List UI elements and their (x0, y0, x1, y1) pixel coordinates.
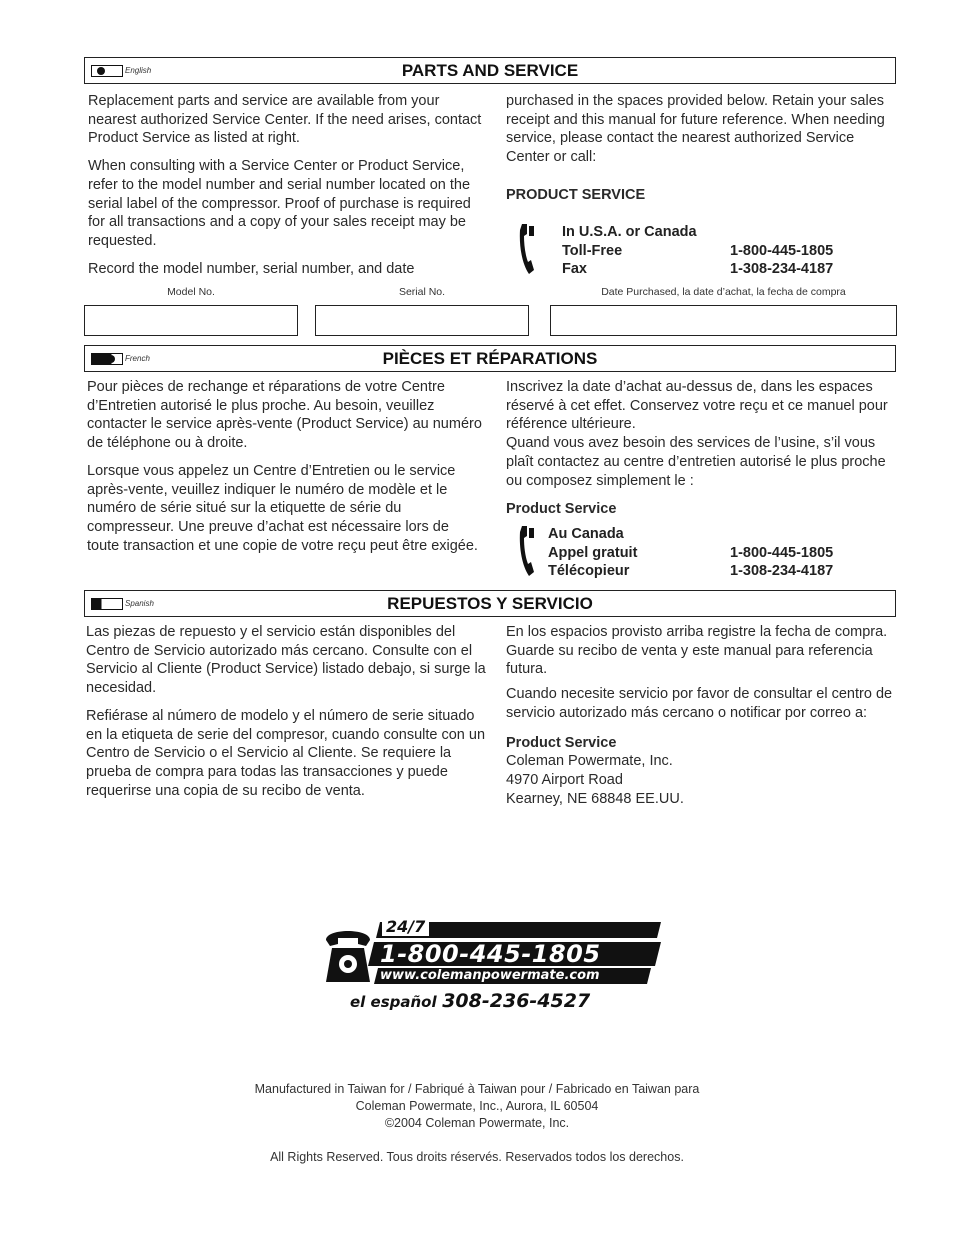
phone-row-label: Fax (562, 261, 587, 278)
section-header-english (84, 57, 896, 84)
phone-row-value: 1-800-445-1805 (730, 544, 834, 561)
phone-row (548, 544, 833, 563)
french-phone-table (548, 525, 833, 581)
spanish-left-column (86, 623, 486, 809)
phone-row-value: 1-800-445-1805 (730, 242, 834, 259)
phone-row (548, 525, 833, 544)
paragraph: When consulting with a Service Center or Product Service, refer to the model number and serial number located on the serial label of the compressor. Proof of purchase is required for all transactions and a copy of your sales receipt may be requested. (88, 158, 471, 249)
serial-no-field[interactable] (315, 305, 529, 336)
paragraph: Inscrivez la date d’achat au-dessus de, dans les espaces réservé à cet effet. Conservez votre reçu et ce manuel pour référence ultérieure. (506, 379, 888, 433)
paragraph: Replacement parts and service are available from your nearest authorized Service Center. If the need arises, contact Product Service as listed at right. (88, 93, 482, 147)
product-service-heading: Product Service (506, 501, 617, 518)
hotline-phone: 1-800-445-1805 (380, 940, 601, 968)
phone-row-value: 1-308-234-4187 (730, 563, 834, 580)
product-service-heading: PRODUCT SERVICE (506, 186, 646, 203)
espanol-phone: 308-236-4527 (442, 990, 591, 1012)
section-header-french (84, 345, 896, 372)
phone-row-label: Télécopieur (548, 563, 630, 580)
footer-manufactured: Manufactured in Taiwan for / Fabriqué à Taiwan pour / Fabricado en Taiwan para (254, 1082, 700, 1096)
espanol-line (350, 990, 590, 1012)
spanish-right-column (506, 623, 896, 808)
paragraph: Pour pièces de rechange et réparations de votre Centre d’Entretien autorisé le plus proche. Au besoin, veuillez contacter le service après-vente (Product Service) au numéro de téléphone ou à droite. (87, 379, 482, 452)
french-right-column (506, 378, 896, 519)
phone-row-label: In U.S.A. or Canada (562, 224, 697, 240)
paragraph: En los espacios provisto arriba registre la fecha de compra. Guarde su recibo de venta y este manual para referencia futura. (506, 624, 888, 678)
language-name: French (125, 354, 150, 363)
phone-row-label: Au Canada (548, 526, 624, 542)
telephone-handset-icon (516, 524, 538, 582)
telephone-handset-icon (516, 222, 538, 280)
phone-row (562, 223, 833, 242)
paragraph: Las piezas de repuesto y el servicio están disponibles del Centro de Servicio autorizado más cercano. Consulte con el Servicio al Cliente (Product Service) listado debajo, si surge la necesidad. (86, 624, 486, 697)
phone-row (548, 562, 833, 581)
footer-copyright: ©2004 Coleman Powermate, Inc. (384, 1116, 570, 1130)
address-line: Coleman Powermate, Inc. (506, 753, 673, 770)
phone-row (562, 242, 833, 261)
phone-row-value: 1-308-234-4187 (730, 261, 834, 278)
english-right-column (506, 92, 896, 205)
english-left-column (88, 92, 483, 287)
paragraph: Lorsque vous appelez un Centre d’Entretien ou le service après-vente, veuillez indiquer le numéro de modèle et le numéro de série situé sur la etiquette de série du compresseur. Une preuve d’achat est nécessaire lors de toute transaction et une copie de votre reçu peut être exigée. (87, 462, 478, 554)
footer-rights: All Rights Reserved. Tous droits réservés. Reservados todos los derechos. (270, 1150, 684, 1164)
section-title: PARTS AND SERVICE (401, 61, 579, 80)
language-name: Spanish (125, 599, 154, 608)
paragraph: purchased in the spaces provided below. Retain your sales receipt and this manual for future reference. When needing service, please contact the nearest authorized Service Center or call: (506, 93, 885, 166)
phone-row-label: Appel gratuit (548, 544, 638, 561)
model-no-label: Model No. (167, 286, 215, 298)
footer-company: Coleman Powermate, Inc., Aurora, IL 60504 (355, 1099, 599, 1113)
phone-row (562, 260, 833, 279)
support-hotline-logo (320, 918, 665, 1018)
section-header-spanish (84, 590, 896, 617)
website-text: www.colemanpowermate.com (380, 968, 600, 983)
paragraph: Quand vous avez besoin des services de l’usine, s’il vous plaît contactez au centre d’entretien autorisé le plus proche ou composez simplement le : (506, 435, 886, 489)
french-left-column (87, 378, 485, 564)
section-title: PIÈCES ET RÉPARATIONS (382, 349, 598, 368)
serial-no-label: Serial No. (398, 286, 446, 298)
paragraph: Refiérase al número de modelo y el número de serie situado en la etiqueta de serie del compresor, cuando consulte con un Centro de Servicio o el Servicio al Cliente. Se requiere la prueba de compra para todas las transacciones y puede requerirse una copia de su recibo de venta. (86, 707, 486, 799)
telephone-icon (322, 922, 374, 986)
date-purchased-label: Date Purchased, la date d’achat, la fecha de compra (601, 286, 846, 298)
hours-text: 24/7 (382, 918, 429, 936)
address-line: 4970 Airport Road (506, 771, 623, 788)
paragraph: Cuando necesite servicio por favor de consultar el centro de servicio autorizado más cercano o notificar por correo a: (506, 686, 893, 721)
section-title: REPUESTOS Y SERVICIO (387, 594, 593, 613)
english-phone-table (562, 223, 833, 279)
phone-row-label: Toll-Free (562, 242, 623, 259)
date-purchased-field[interactable] (550, 305, 897, 336)
espanol-label: el español (350, 993, 437, 1011)
model-no-field[interactable] (84, 305, 298, 336)
address-line: Kearney, NE 68848 EE.UU. (506, 790, 684, 807)
product-service-heading: Product Service (506, 734, 617, 751)
paragraph: Record the model number, serial number, and date (88, 260, 415, 277)
language-name: English (125, 66, 152, 75)
